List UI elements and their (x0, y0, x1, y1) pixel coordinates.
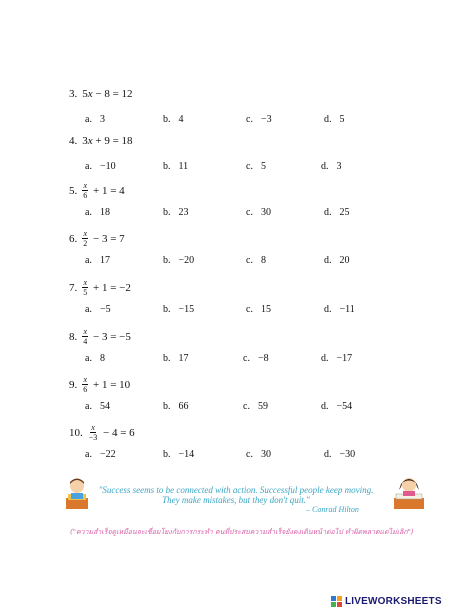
student-reading-clipart-left (64, 476, 90, 515)
option-value: 23 (178, 207, 189, 218)
option-letter: b. (163, 161, 171, 172)
motivational-quote (88, 485, 384, 505)
question-number: 8. (69, 330, 78, 343)
option-letter: c. (246, 114, 253, 125)
answer-option[interactable] (246, 207, 271, 218)
option-letter: b. (163, 449, 171, 460)
answer-option[interactable] (246, 255, 266, 266)
answer-option[interactable] (324, 449, 355, 460)
question-number: 5. (69, 184, 78, 197)
equation-rest: − 3 = −5 (90, 330, 131, 343)
equation-rest: − 8 = 12 (92, 88, 133, 100)
option-letter: a. (85, 161, 92, 172)
option-letter: a. (85, 449, 92, 460)
answer-option[interactable] (246, 114, 272, 125)
option-value: 66 (178, 401, 189, 412)
question-5 (69, 181, 125, 200)
option-value: 54 (99, 401, 110, 412)
question-number: 9. (69, 378, 78, 391)
option-letter: b. (163, 304, 171, 315)
option-value: −14 (178, 449, 195, 460)
option-value: 59 (257, 401, 268, 412)
option-letter: c. (243, 401, 250, 412)
answer-option[interactable] (163, 114, 184, 125)
fraction-denominator: 6 (83, 191, 88, 200)
option-value: 11 (178, 161, 189, 172)
answer-option[interactable] (324, 304, 355, 315)
option-letter: c. (243, 353, 250, 364)
quote-line-2: They make mistakes, but they don't quit." (162, 495, 310, 505)
option-letter: b. (163, 401, 171, 412)
option-value: −5 (99, 304, 111, 315)
answer-option[interactable] (321, 353, 352, 364)
thai-translation: ("ความสำเร็จดูเหมือนจะเชื่อมโยงกับการกระทำ คนที่ประสบความสำเร็จยังคงเดินหน้าต่อไป ทำผิดพลาดแต่ไม่เลิก") (70, 528, 414, 536)
option-letter: b. (163, 353, 171, 364)
option-value: −20 (178, 255, 195, 266)
option-value: −3 (260, 114, 272, 125)
answer-option[interactable] (163, 304, 194, 315)
option-letter: a. (85, 304, 92, 315)
equation (82, 278, 131, 297)
equation-fraction (82, 181, 88, 200)
equation-fraction (82, 278, 88, 297)
option-value: 25 (339, 207, 350, 218)
fraction-numerator: x (83, 375, 88, 384)
student-writing-clipart-right (392, 474, 426, 515)
option-letter: a. (85, 114, 92, 125)
answer-option[interactable] (321, 401, 352, 412)
equation-rest: − 3 = 7 (90, 232, 125, 245)
question-4 (69, 135, 133, 147)
option-letter: c. (246, 161, 253, 172)
equation-rest: − 4 = 6 (100, 426, 135, 439)
answer-option[interactable] (85, 255, 110, 266)
quote-line-1: "Success seems to be connected with action. Successful people keep moving. (98, 485, 374, 495)
quote-author: – Conrad Hilton (306, 505, 359, 514)
equation-rest: + 9 = 18 (92, 135, 133, 147)
equation (82, 88, 132, 100)
equation-rest: + 1 = 4 (90, 184, 125, 197)
liveworksheets-logo-icon (331, 596, 342, 607)
answer-option[interactable] (85, 207, 110, 218)
fraction-denominator: 6 (83, 385, 88, 394)
option-value: 8 (99, 353, 105, 364)
answer-option[interactable] (324, 255, 350, 266)
answer-option[interactable] (163, 353, 189, 364)
option-value: 5 (260, 161, 266, 172)
option-value: 5 (339, 114, 345, 125)
option-letter: d. (321, 401, 329, 412)
fraction-numerator: x (91, 423, 95, 432)
answer-option[interactable] (163, 449, 194, 460)
option-letter: d. (321, 353, 329, 364)
question-7 (69, 278, 131, 297)
answer-option[interactable] (85, 353, 105, 364)
equation-fraction (82, 327, 88, 346)
brand-name: LIVEWORKSHEETS (345, 596, 442, 607)
option-letter: d. (324, 255, 332, 266)
option-letter: c. (246, 207, 253, 218)
option-letter: c. (246, 304, 253, 315)
option-letter: a. (85, 401, 92, 412)
option-value: −54 (336, 401, 353, 412)
answer-option[interactable] (163, 161, 188, 172)
question-number: 7. (69, 281, 78, 294)
answer-option[interactable] (85, 401, 110, 412)
answer-option[interactable] (243, 401, 268, 412)
option-value: −10 (99, 161, 116, 172)
option-letter: b. (163, 207, 171, 218)
equation (82, 229, 124, 248)
option-value: −15 (178, 304, 195, 315)
option-value: 17 (178, 353, 189, 364)
equation-variable: x (87, 135, 93, 147)
equation-rest: + 1 = 10 (90, 378, 131, 391)
question-number: 3. (69, 88, 78, 100)
answer-option[interactable] (163, 255, 194, 266)
option-value: 20 (339, 255, 350, 266)
question-number: 4. (69, 135, 78, 147)
option-value: −17 (336, 353, 353, 364)
option-value: 3 (99, 114, 105, 125)
option-value: −11 (339, 304, 355, 315)
fraction-numerator: x (83, 229, 88, 238)
option-letter: c. (246, 449, 253, 460)
option-value: 15 (260, 304, 271, 315)
option-value: −22 (99, 449, 116, 460)
equation (88, 423, 135, 442)
option-value: 8 (260, 255, 266, 266)
option-value: 30 (260, 449, 271, 460)
option-value: 17 (99, 255, 110, 266)
equation-rest: + 1 = −2 (90, 281, 131, 294)
fraction-numerator: x (83, 327, 88, 336)
question-9 (69, 375, 130, 394)
equation (82, 327, 131, 346)
option-letter: d. (324, 207, 332, 218)
option-letter: a. (85, 255, 92, 266)
equation-fraction (82, 229, 88, 248)
answer-option[interactable] (85, 449, 116, 460)
equation-coefficient: 3 (82, 135, 88, 147)
equation-fraction (88, 423, 99, 442)
equation-variable: x (87, 88, 93, 100)
fraction-denominator: 5 (83, 288, 88, 297)
liveworksheets-logo[interactable] (331, 596, 442, 607)
option-letter: b. (163, 255, 171, 266)
answer-option[interactable] (246, 161, 266, 172)
fraction-denominator: 4 (83, 337, 88, 346)
answer-option[interactable] (163, 401, 189, 412)
option-letter: a. (85, 207, 92, 218)
option-letter: a. (85, 353, 92, 364)
option-value: −8 (257, 353, 269, 364)
answer-option[interactable] (246, 449, 271, 460)
question-number: 10. (69, 426, 83, 439)
answer-option[interactable] (243, 353, 269, 364)
option-value: −30 (339, 449, 356, 460)
question-number: 6. (69, 232, 78, 245)
fraction-numerator: x (83, 181, 88, 190)
question-10 (69, 423, 135, 442)
option-value: 18 (99, 207, 110, 218)
option-value: 3 (336, 161, 342, 172)
answer-option[interactable] (85, 161, 116, 172)
equation-fraction (82, 375, 88, 394)
option-letter: d. (324, 449, 332, 460)
answer-option[interactable] (246, 304, 271, 315)
option-value: 30 (260, 207, 271, 218)
answer-option[interactable] (85, 304, 111, 315)
question-8 (69, 327, 131, 346)
option-letter: d. (321, 161, 329, 172)
answer-option[interactable] (321, 161, 342, 172)
answer-option[interactable] (85, 114, 105, 125)
equation (82, 181, 124, 200)
equation (82, 375, 130, 394)
option-value: 4 (178, 114, 184, 125)
answer-option[interactable] (324, 207, 350, 218)
answer-option[interactable] (163, 207, 189, 218)
equation-coefficient: 5 (82, 88, 88, 100)
fraction-numerator: x (83, 278, 88, 287)
option-letter: d. (324, 114, 332, 125)
option-letter: b. (163, 114, 171, 125)
answer-option[interactable] (324, 114, 345, 125)
question-6 (69, 229, 125, 248)
fraction-denominator: −3 (88, 433, 98, 442)
equation (82, 135, 132, 147)
question-3 (69, 88, 133, 100)
option-letter: c. (246, 255, 253, 266)
fraction-denominator: 2 (83, 239, 88, 248)
option-letter: d. (324, 304, 332, 315)
